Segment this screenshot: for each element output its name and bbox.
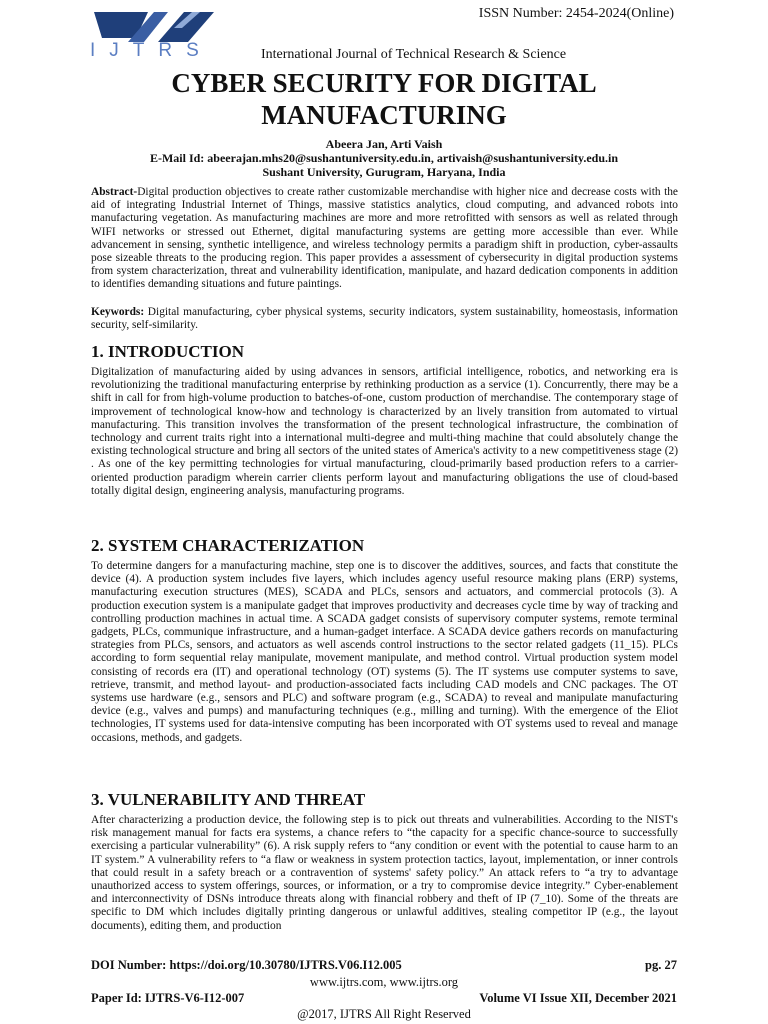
keywords-label: Keywords: [91,306,145,318]
section-text-vulnerability-threat: After characterizing a production device, the following step is to pick out threats and vulnerabilities. According to the NIST's risk management manual for facts era systems, a chance refers to “the capacity for a specific chance-source to successfully exercising a particular vulnerability” (6). A risk supply refers to “any condition or event with the potential to cause harm to an IT system.” A vulnerability refers to “a flaw or weakness in system protection tactics, layout, implementation, or inner controls that could result in a safety breach or a contravention of systems' safety policy.” An attack refers to “a try to advantage unauthorized access to system offerings, sources, or information, or a try to compromise device integrity.” Cyber-enablement and interconnectivity of DSNs introduce threats along with financial robbery and theft of IP (7_10). Some of the threats are specific to DM which includes digitally printing dangerous or unlawful additives, stealing competitor IP (e.g., the layout documents), editing them, and production [91,814,678,932]
abstract-label: Abstract- [91,186,138,198]
abstract-text: Digital production objectives to create rather customizable merchandise with higher nice and decrease costs with the aid of integrating Industrial Internet of Things, massive statistics analytics, cloud computing, and advanced robots into manufacturing vegetation. As manufacturing machines are more and more retrofitted with sensors as well as related through WIFI networks or stressed out Ethernet, digital manufacturing systems are getting more accessible than ever. While advancement in sensing, synthetic intelligence, and wireless technology permits a paradigm shift in production, cyber-assaults pose sizeable threats to the producing region. This paper provides a assessment of cybersecurity in digital production systems from system characterization, threat and vulnerability identification, manipulate, and hazard dedication components in addition to identifies demanding situations and future paintings. [91,186,678,291]
author-block [0,137,768,179]
doi-number: DOI Number: https://doi.org/10.30780/IJTRS.V06.I12.005 [91,958,402,972]
title-line-1: CYBER SECURITY FOR DIGITAL [171,68,597,98]
section-heading-system-characterization: 2. SYSTEM CHARACTERIZATION [91,536,365,555]
paper-title [0,67,768,131]
abstract [91,186,678,292]
section-heading-vulnerability-threat: 3. VULNERABILITY AND THREAT [91,790,366,809]
section-text-system-characterization: To determine dangers for a manufacturing machine, step one is to discover the additives, sources, and facts that constitute the device (4). A production system includes five layers, which includes agency useful resource making plans (ERP) systems, manufacturing execution structures (MES), SCADA and PLCs, sensors and actuators, and commercial protocols (3). A production execution system is a manipulate gadget that improves productivity and decreases cycle time by way of tracking and controlling production machines in actual time. A SCADA gadget consists of supervisory computer systems, remote terminal gadgets, PLCs, communique infrastructure, and a human-gadget interface. A SCADA device gathers records on manufacturing strategies from PLCs, sensors, and actuators as well ascends control instructions to the sector related gadgets (11_15). PLCs according to form sequential relay manipulate, movement manipulate, and method control. Virtual production system model consisting of records era (IT) and operational technology (OT) systems (5). The IT systems use computer systems to save, retrieve, transmit, and method layout- and production-associated facts including CAD models and CNC packages. The OT systems use hardware (e.g., sensors and PLC) and software program (e.g., SCADA) to reveal and manipulate manufacturing device (e.g., valves and pumps) and manufacturing techniques (e.g., milling and turning). With the emergence of the Eliot technologies, IT systems used for data-intensive computing has been incorporated with OT systems used to reveal and manage occasions, methods, and gadgets. [91,560,678,744]
volume-issue: Volume VI Issue XII, December 2021 [479,991,677,1005]
journal-name: International Journal of Technical Research & Science [261,47,567,62]
page-number: pg. 27 [645,958,677,972]
keywords-text: Digital manufacturing, cyber physical systems, security indicators, system sustainability, homeostasis, information security, self-similarity. [91,306,678,332]
paper-id: Paper Id: IJTRS-V6-I12-007 [91,991,245,1005]
keywords [91,306,678,332]
logo-wordmark: IJTRS [90,40,213,61]
journal-websites: www.ijtrs.com, www.ijtrs.org [309,975,459,989]
author-affiliation: Sushant University, Gurugram, Haryana, India [262,165,506,179]
author-names: Abeera Jan, Arti Vaish [325,137,443,151]
section-text-introduction: Digitalization of manufacturing aided by using advances in sensors, artificial intelligence, robotics, and networking era is revolutionizing the traditional manufacturing enterprise by rethinking production as a service (1). Concurrently, there may be a shift in call for from high-volume production to batches-of-one, custom production of merchandise. The contemporary stage of improvement of technological know-how and technology is characterized by an lively transition from automated to virtual manufacturing. This transition involves the transformation of the present technological infrastructure, the combination of technology and current traits right into a international multi-degree and multi-thing machine that could absolutely change the existing technological structure and bring all sectors of the united states of America's activity to a new competitiveness stage (2) . As one of the key permitting technologies for virtual manufacturing, cloud-primarily based production refers to a carrier-oriented production paradigm wherein carrier clients perform layout and manufacturing obligations the use of cloud-based totally digital design, engineering analysis, manufacturing programs. [91,366,678,497]
title-line-2: MANUFACTURING [261,100,507,130]
copyright-notice: @2017, IJTRS All Right Reserved [297,1007,471,1021]
section-heading-introduction: 1. INTRODUCTION [91,342,245,361]
issn-number: ISSN Number: 2454-2024(Online) [478,6,674,21]
author-emails: E-Mail Id: abeerajan.mhs20@sushantuniversity.edu.in, artivaish@sushantuniversity.edu.in [149,151,619,165]
